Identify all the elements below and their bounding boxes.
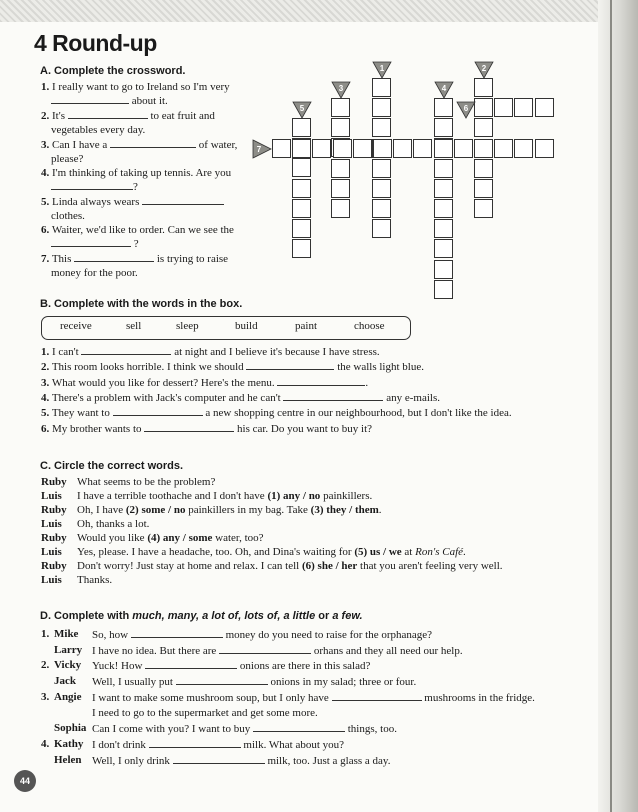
dialogue-line: Yuck! How onions are there in this salad?: [92, 660, 371, 672]
clue-number-marker: [434, 80, 454, 105]
clue-6-cont: ?: [51, 237, 139, 251]
answer-blank[interactable]: [51, 94, 129, 104]
crossword-cell[interactable]: [372, 219, 391, 238]
dialogue-line: Yes, please. I have a headache, too. Oh, and Dina's waiting for (5) us / we at Ron's Café.: [77, 546, 466, 558]
section-c-heading: C. Circle the correct words.: [40, 460, 184, 472]
crossword-cell[interactable]: [434, 118, 453, 137]
svg-text:4: 4: [441, 84, 447, 93]
speaker-name: Vicky: [54, 659, 82, 671]
answer-blank[interactable]: [176, 675, 268, 685]
page-number: 44: [14, 770, 36, 792]
clue-4: 4. I'm thinking of taking up tennis. Are you: [41, 167, 232, 179]
crossword-cell[interactable]: [474, 159, 493, 178]
crossword-cell[interactable]: [434, 199, 453, 218]
crossword-cell[interactable]: [312, 139, 331, 158]
speaker-ruby: Ruby: [41, 476, 67, 488]
crossword-cell[interactable]: [372, 199, 391, 218]
exercise-b-4: 4. There's a problem with Jack's computer and he can't any e-mails.: [41, 392, 440, 404]
crossword-cell[interactable]: [353, 139, 372, 158]
dialogue-line: Thanks.: [77, 574, 113, 586]
crossword-cell[interactable]: [292, 199, 311, 218]
crossword-cell[interactable]: [331, 159, 350, 178]
choice-2[interactable]: (2) some / no: [125, 504, 186, 516]
speaker-name: Mike: [54, 628, 79, 640]
item-number: 3.: [41, 691, 50, 703]
crossword-cell[interactable]: [535, 98, 554, 117]
place-name: Ron's Café: [415, 546, 464, 558]
crossword-cell[interactable]: [434, 179, 453, 198]
top-border: [0, 0, 638, 22]
dialogue-line: I want to make some mushroom soup, but I only have mushrooms in the fridge.: [92, 692, 535, 704]
answer-blank[interactable]: [51, 237, 131, 247]
crossword-cell[interactable]: [474, 118, 493, 137]
word-choose: choose: [354, 320, 385, 332]
crossword-cell[interactable]: [434, 260, 453, 279]
crossword-cell[interactable]: [494, 139, 513, 158]
crossword-cell[interactable]: [292, 239, 311, 258]
clue-3: 3. Can I have a of water,: [41, 139, 238, 151]
answer-blank[interactable]: [145, 659, 237, 669]
crossword-cell[interactable]: [272, 139, 291, 158]
dialogue-line: What seems to be the problem?: [77, 476, 216, 488]
clue-number-marker: [456, 100, 476, 125]
crossword-cell[interactable]: [434, 239, 453, 258]
crossword-cell[interactable]: [514, 98, 533, 117]
answer-blank[interactable]: [131, 628, 223, 638]
choice-3[interactable]: (3) they / them: [310, 504, 379, 516]
crossword-cell[interactable]: [474, 139, 493, 158]
crossword-cell[interactable]: [494, 98, 513, 117]
clue-1-cont: about it.: [51, 94, 168, 108]
item-number: 2.: [41, 659, 50, 671]
clue-3-cont: please?: [51, 153, 84, 165]
crossword-cell[interactable]: [413, 139, 432, 158]
crossword-cell[interactable]: [474, 179, 493, 198]
page-title: 4 Round-up: [34, 30, 157, 56]
word-sell: sell: [126, 320, 142, 332]
dialogue-line: Would you like (4) any / some water, too?: [77, 532, 264, 544]
clue-7: 7. This is trying to raise: [41, 253, 229, 265]
answer-blank[interactable]: [144, 422, 234, 432]
clue-2-cont: vegetables every day.: [51, 124, 146, 136]
speaker-luis: Luis: [41, 546, 62, 558]
answer-blank[interactable]: [113, 406, 203, 416]
clue-number-marker: [331, 80, 351, 105]
crossword-cell[interactable]: [372, 118, 391, 137]
clue-2: 2. It's to eat fruit and: [41, 110, 215, 122]
clue-number-marker: [252, 139, 272, 164]
crossword-cell[interactable]: [434, 139, 453, 158]
crossword-cell[interactable]: [331, 118, 350, 137]
word-paint: paint: [295, 320, 317, 332]
clue-number-marker: [292, 100, 312, 125]
clue-number-marker: [474, 60, 494, 85]
answer-blank[interactable]: [51, 180, 133, 190]
answer-blank[interactable]: [283, 391, 383, 401]
speaker-luis: Luis: [41, 490, 62, 502]
speaker-ruby: Ruby: [41, 560, 67, 572]
answer-blank[interactable]: [81, 345, 171, 355]
dialogue-line: I have a terrible toothache and I don't have (1) any / no painkillers.: [77, 490, 373, 502]
svg-text:1: 1: [379, 64, 385, 73]
clue-5: 5. Linda always wears: [41, 195, 224, 209]
section-b-heading: B. Complete with the words in the box.: [40, 298, 243, 310]
crossword-cell[interactable]: [393, 139, 412, 158]
crossword-cell[interactable]: [333, 139, 352, 158]
clue-5-cont: clothes.: [51, 210, 85, 222]
clue-4-cont: ?: [51, 180, 138, 194]
answer-blank[interactable]: [332, 691, 422, 701]
crossword-cell[interactable]: [292, 158, 311, 177]
exercise-b-6: 6. My brother wants to his car. Do you want to buy it?: [41, 423, 373, 435]
clue-7-cont: money for the poor.: [51, 267, 138, 279]
crossword-cell[interactable]: [292, 139, 311, 158]
svg-text:5: 5: [299, 104, 305, 113]
choice-1[interactable]: (1) any / no: [267, 490, 321, 502]
speaker-name: Kathy: [54, 738, 84, 750]
dialogue-line: Can I come with you? I want to buy things, too.: [92, 723, 397, 735]
crossword-cell[interactable]: [331, 199, 350, 218]
dialogue-line: I need to go to the supermarket and get some more.: [92, 707, 318, 719]
item-number: 4.: [41, 738, 50, 750]
word-build: build: [235, 320, 258, 332]
crossword-cell[interactable]: [474, 98, 493, 117]
speaker-ruby: Ruby: [41, 532, 67, 544]
crossword-cell[interactable]: [514, 139, 533, 158]
exercise-b-2: 2. This room looks horrible. I think we should the walls light blue.: [41, 361, 424, 373]
choice-6[interactable]: (6) she / her: [301, 560, 358, 572]
speaker-name: Larry: [54, 644, 83, 656]
section-d-heading: D. Complete with much, many, a lot of, lots of, a little or a few.: [40, 610, 363, 622]
svg-text:2: 2: [481, 64, 487, 73]
crossword-cell[interactable]: [331, 179, 350, 198]
word-receive: receive: [60, 320, 92, 332]
dialogue-line: Don't worry! Just stay at home and relax. I can tell (6) she / her that you aren't feeling very well.: [77, 560, 503, 572]
answer-blank[interactable]: [173, 754, 265, 764]
dialogue-line: I have no idea. But there are orhans and they all need our help.: [92, 645, 463, 657]
svg-text:3: 3: [338, 84, 344, 93]
dialogue-line: Well, I only drink milk, too. Just a glass a day.: [92, 755, 391, 767]
item-number: 1.: [41, 628, 50, 640]
dialogue-line: Oh, I have (2) some / no painkillers in my bag. Take (3) they / them.: [77, 504, 382, 516]
dialogue-line: Well, I usually put onions in my salad; three or four.: [92, 676, 417, 688]
speaker-luis: Luis: [41, 518, 62, 530]
crossword-cell[interactable]: [372, 159, 391, 178]
choice-5[interactable]: (5) us / we: [354, 546, 402, 558]
speaker-name: Angie: [54, 691, 82, 703]
page-binding-edge: [598, 0, 638, 812]
answer-blank[interactable]: [149, 738, 241, 748]
answer-blank[interactable]: [68, 109, 148, 119]
clue-6: 6. Waiter, we'd like to order. Can we see the: [41, 224, 234, 236]
crossword-cell[interactable]: [292, 219, 311, 238]
clue-1: 1. I really want to go to Ireland so I'm very: [41, 81, 230, 93]
answer-blank[interactable]: [219, 644, 311, 654]
crossword-cell[interactable]: [373, 139, 392, 158]
answer-blank[interactable]: [142, 195, 224, 205]
crossword-cell[interactable]: [535, 139, 554, 158]
section-a-heading: A. Complete the crossword.: [40, 65, 186, 77]
svg-text:7: 7: [256, 145, 262, 154]
clue-number-marker: [372, 60, 392, 85]
answer-blank[interactable]: [246, 360, 334, 370]
dialogue-line: I don't drink milk. What about you?: [92, 739, 345, 751]
answer-blank[interactable]: [110, 138, 196, 148]
speaker-name: Jack: [54, 675, 76, 687]
speaker-name: Helen: [54, 754, 82, 766]
speaker-name: Sophia: [54, 722, 87, 734]
answer-blank[interactable]: [277, 376, 365, 386]
crossword-cell[interactable]: [372, 98, 391, 117]
crossword-cell[interactable]: [454, 139, 473, 158]
choice-4[interactable]: (4) any / some: [147, 532, 213, 544]
exercise-b-3: 3. What would you like for dessert? Here's the menu. .: [41, 377, 369, 389]
svg-text:6: 6: [463, 104, 469, 113]
crossword-cell[interactable]: [434, 159, 453, 178]
crossword-cell[interactable]: [434, 219, 453, 238]
crossword-cell[interactable]: [292, 179, 311, 198]
exercise-b-1: 1. I can't at night and I believe it's because I have stress.: [41, 346, 380, 358]
crossword-cell[interactable]: [474, 199, 493, 218]
speaker-luis: Luis: [41, 574, 62, 586]
speaker-ruby: Ruby: [41, 504, 67, 516]
crossword-cell[interactable]: [372, 179, 391, 198]
crossword-cell[interactable]: [434, 280, 453, 299]
exercise-b-5: 5. They want to a new shopping centre in our neighbourhood, but I don't like the idea.: [41, 407, 512, 419]
word-sleep: sleep: [176, 320, 199, 332]
answer-blank[interactable]: [74, 252, 154, 262]
dialogue-line: So, how money do you need to raise for the orphanage?: [92, 629, 433, 641]
dialogue-line: Oh, thanks a lot.: [77, 518, 150, 530]
answer-blank[interactable]: [253, 722, 345, 732]
